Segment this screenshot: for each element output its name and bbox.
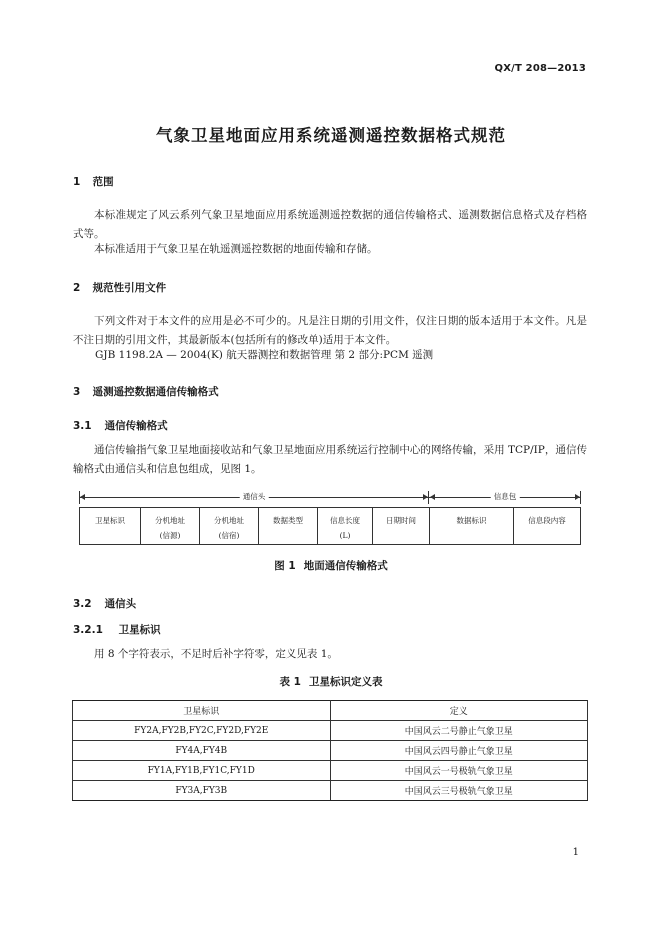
section-3-2-1-heading bbox=[73, 622, 161, 637]
section-number: 3.1 bbox=[73, 420, 92, 432]
standard-number: QX/T 208—2013 bbox=[494, 63, 586, 74]
table-cell: 中国风云二号静止气象卫星 bbox=[330, 721, 588, 741]
section-number: 1 bbox=[73, 176, 81, 188]
section-title: 规范性引用文件 bbox=[92, 282, 167, 294]
section-title: 通信传输格式 bbox=[104, 420, 168, 432]
section-number: 2 bbox=[73, 282, 81, 294]
normative-reference: GJB 1198.2A — 2004(K) 航天器测控和数据管理 第 2 部分:PCM 遥测 bbox=[95, 349, 434, 361]
section-3-2-heading bbox=[73, 596, 136, 611]
section-2-heading bbox=[73, 280, 166, 295]
section-3-2-1-paragraph: 用 8 个字符表示，不足时后补字符零，定义见表 1。 bbox=[94, 648, 338, 660]
section-1-paragraph-1: 本标准规定了风云系列气象卫星地面应用系统遥测遥控数据的通信传输格式、遥测数据信息格式及存档格式等。 bbox=[73, 209, 587, 240]
table-row bbox=[73, 761, 588, 781]
table-cell: 中国风云三号极轨气象卫星 bbox=[330, 781, 588, 801]
table-cell: 中国风云四号静止气象卫星 bbox=[330, 741, 588, 761]
table-cell: FY1A,FY1B,FY1C,FY1D bbox=[73, 761, 331, 781]
header-span-bracket bbox=[79, 489, 429, 507]
field-cell: 信息长度 (L) bbox=[318, 508, 373, 544]
packet-span-bracket bbox=[429, 489, 581, 507]
field-cell: 分机地址 (信宿) bbox=[200, 508, 259, 544]
section-3-1-paragraph: 通信传输指气象卫星地面接收站和气象卫星地面应用系统运行控制中心的网络传输，采用 TCP/IP，通信传输格式由通信头和信息包组成，见图 1。 bbox=[73, 444, 587, 475]
section-number: 3.2.1 bbox=[73, 624, 103, 636]
table-row bbox=[73, 721, 588, 741]
table-row bbox=[73, 741, 588, 761]
document-title: 气象卫星地面应用系统遥测遥控数据格式规范 bbox=[156, 126, 506, 145]
field-cell: 信息段内容 bbox=[528, 516, 566, 525]
table-cell: 中国风云一号极轨气象卫星 bbox=[330, 761, 588, 781]
section-2-paragraph-1: 下列文件对于本文件的应用是必不可少的。凡是注日期的引用文件，仅注日期的版本适用于本文件。凡是不注日期的引用文件，其最新版本(包括所有的修改单)适用于本文件。 bbox=[73, 315, 587, 346]
section-3-heading bbox=[73, 384, 219, 399]
header-span-label: 通信头 bbox=[240, 491, 269, 502]
satellite-id-table bbox=[72, 700, 588, 801]
section-title: 通信头 bbox=[104, 598, 137, 610]
section-3-1-heading bbox=[73, 418, 168, 433]
field-cell: 日期时间 bbox=[373, 508, 430, 544]
section-title: 范围 bbox=[92, 176, 114, 188]
column-header: 定义 bbox=[330, 701, 588, 721]
table-cell: FY4A,FY4B bbox=[73, 741, 331, 761]
column-header: 卫星标识 bbox=[73, 701, 331, 721]
field-cell: 卫星标识 bbox=[80, 508, 141, 544]
packet-span-label: 信息包 bbox=[491, 491, 520, 502]
field-cell: 数据类型 bbox=[259, 508, 318, 544]
section-1-paragraph-2: 本标准适用于气象卫星在轨遥测遥控数据的地面传输和存储。 bbox=[94, 243, 378, 255]
figure-1-diagram bbox=[79, 489, 581, 547]
table-cell: FY3A,FY3B bbox=[73, 781, 331, 801]
table-row bbox=[73, 781, 588, 801]
table-1-caption: 表 1 卫星标识定义表 bbox=[279, 676, 383, 688]
field-cell: 分机地址 (信源) bbox=[141, 508, 200, 544]
section-number: 3 bbox=[73, 386, 81, 398]
section-title: 卫星标识 bbox=[118, 624, 161, 636]
section-1-heading bbox=[73, 174, 114, 189]
section-number: 3.2 bbox=[73, 598, 92, 610]
field-cell: 数据标识 bbox=[430, 508, 514, 544]
format-field-row bbox=[79, 507, 581, 545]
section-title: 遥测遥控数据通信传输格式 bbox=[92, 386, 219, 398]
page-number: 1 bbox=[572, 847, 579, 858]
table-header-row bbox=[73, 701, 588, 721]
table-cell: FY2A,FY2B,FY2C,FY2D,FY2E bbox=[73, 721, 331, 741]
figure-1-caption: 图 1 地面通信传输格式 bbox=[274, 560, 388, 572]
